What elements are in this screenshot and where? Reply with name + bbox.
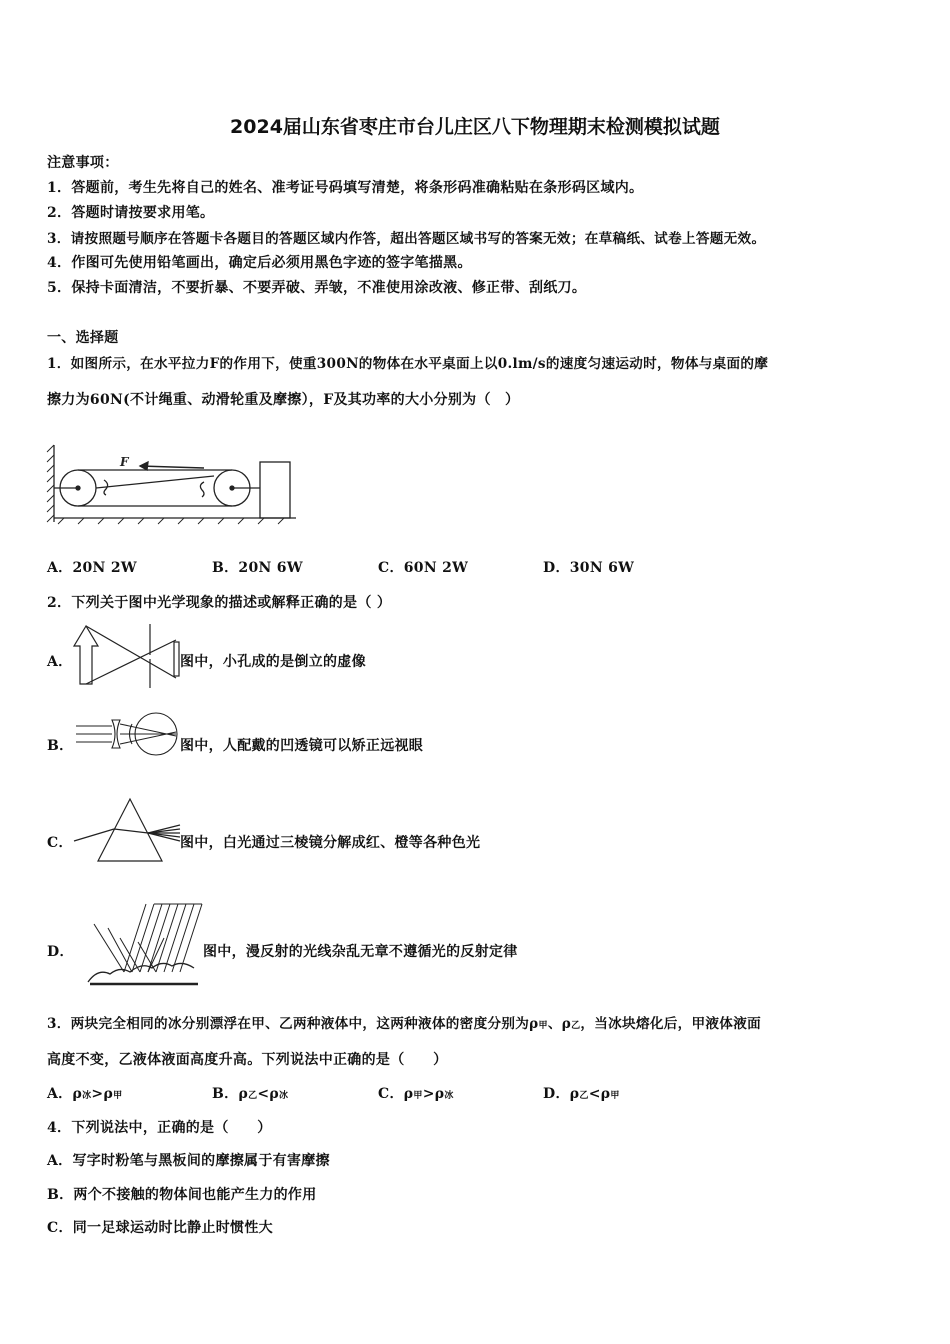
q2-option-d-letter: D． [47,944,74,960]
rho-symbol: ρ [561,1016,572,1032]
q2-option-c-letter: C． [47,835,73,851]
q3-option-c [378,1083,454,1103]
notice-item-5: 5．保持卡面清洁，不要折暴、不要弄破、弄皱，不准使用涂改液、修正带、刮纸刀。 [47,280,587,296]
notice-heading: 注意事项： [47,155,119,171]
q4-option-c: C．同一足球运动时比静止时惯性大 [47,1220,273,1236]
diffuse-reflection-figure [84,898,200,986]
rho-symbol: ρ [569,1086,580,1102]
q1-line2: 擦力为60N(不计绳重、动滑轮重及摩擦），F及其功率的大小分别为（ ） [47,392,520,408]
q3-option-a [47,1083,122,1103]
notice-item-4: 4．作图可先使用铅笔画出，确定后必须用黑色字迹的签字笔描黑。 [47,255,472,271]
subscript-yi: 乙 [571,1021,581,1031]
q1-option-b: B．20N 6W [212,560,303,576]
prism [98,799,162,861]
separator: 、 [547,1016,562,1032]
subscript: 甲 [610,1091,620,1101]
option-letter: D． [543,1086,570,1102]
comparison-operator: > [422,1086,435,1102]
notice-item-2: 2．答题时请按要求用笔。 [47,205,215,221]
subscript: 乙 [579,1091,589,1101]
q1-line1: 1．如图所示，在水平拉力F的作用下，使重300N的物体在水平桌面上以0.lm/s的速度匀速运动时，物体与桌面的摩 [47,356,769,372]
q3-option-b [212,1083,288,1103]
subscript: 甲 [113,1091,123,1101]
q3-line1-post: ，当冰块熔化后，甲液体液面 [580,1016,761,1032]
pinhole-figure [70,622,180,690]
q4-option-a: A．写字时粉笔与黑板间的摩擦属于有害摩擦 [47,1153,330,1169]
rough-surface [88,963,194,982]
force-label: F [120,455,129,469]
q2-option-d-text: 图中，漫反射的光线杂乱无章不遵循光的反射定律 [203,944,518,960]
comparison-operator: > [91,1086,104,1102]
q2-option-a-text: 图中，小孔成的是倒立的虚像 [180,654,366,670]
pulley-figure [44,440,300,532]
subscript: 冰 [82,1091,92,1101]
q3-option-d [543,1083,620,1103]
page-title: 2024届山东省枣庄市台儿庄区八下物理期末检测模拟试题 [230,116,720,138]
rho-symbol: ρ [600,1086,611,1102]
q2-option-a-letter: A． [47,654,73,670]
rho-symbol: ρ [269,1086,280,1102]
q4-option-b: B．两个不接触的物体间也能产生力的作用 [47,1187,317,1203]
screen [174,642,179,676]
notice-item-3: 3．请按照题号顺序在答题卡各题目的答题区域内作答，超出答题区域书写的答案无效；在草稿纸、试卷上答题无效。 [47,231,766,247]
q1-option-a: A．20N 2W [47,560,137,576]
option-letter: C． [378,1086,404,1102]
comparison-operator: < [588,1086,601,1102]
comparison-operator: < [257,1086,270,1102]
table-hatching [58,518,284,524]
block [260,462,290,518]
q3-line1-pre: 3．两块完全相同的冰分别漂浮在甲、乙两种液体中，这两种液体的密度分别为 [47,1016,530,1032]
notice-item-1: 1．答题前，考生先将自己的姓名、准考证号码填写清楚，将条形码准确粘贴在条形码区域内。 [47,180,644,196]
force-arrow [140,466,204,468]
q2-stem: 2．下列关于图中光学现象的描述或解释正确的是（ ） [47,595,392,611]
subscript: 乙 [248,1091,258,1101]
candle-object [74,626,98,684]
rho-symbol: ρ [103,1086,114,1102]
q2-option-c-text: 图中，白光通过三棱镜分解成红、橙等各种色光 [180,835,481,851]
concave-lens [112,720,120,748]
rope-middle [96,476,214,488]
wall-hatching [47,445,54,522]
q4-stem: 4．下列说法中，正确的是（ ） [47,1120,272,1136]
subscript: 冰 [444,1091,454,1101]
subscript: 甲 [413,1091,423,1101]
q1-option-d: D．30N 6W [543,560,635,576]
option-letter: A． [47,1086,73,1102]
rho-symbol: ρ [238,1086,249,1102]
eye-lens-figure [72,710,180,758]
q1-option-c: C．60N 2W [378,560,469,576]
q3-line2: 高度不变，乙液体液面高度升高。下列说法中正确的是（ ） [47,1052,448,1068]
q2-option-b-letter: B． [47,738,74,754]
rho-symbol: ρ [72,1086,83,1102]
rho-symbol: ρ [434,1086,445,1102]
prism-figure [70,795,182,865]
subscript-jia: 甲 [538,1021,548,1031]
rho-symbol: ρ [403,1086,414,1102]
subscript: 冰 [279,1091,289,1101]
rho-symbol: ρ [529,1016,539,1032]
q2-option-b-text: 图中，人配戴的凹透镜可以矫正远视眼 [180,738,424,754]
q3-line1 [47,1012,761,1032]
section-heading: 一、选择题 [47,330,119,346]
option-letter: B． [212,1086,239,1102]
